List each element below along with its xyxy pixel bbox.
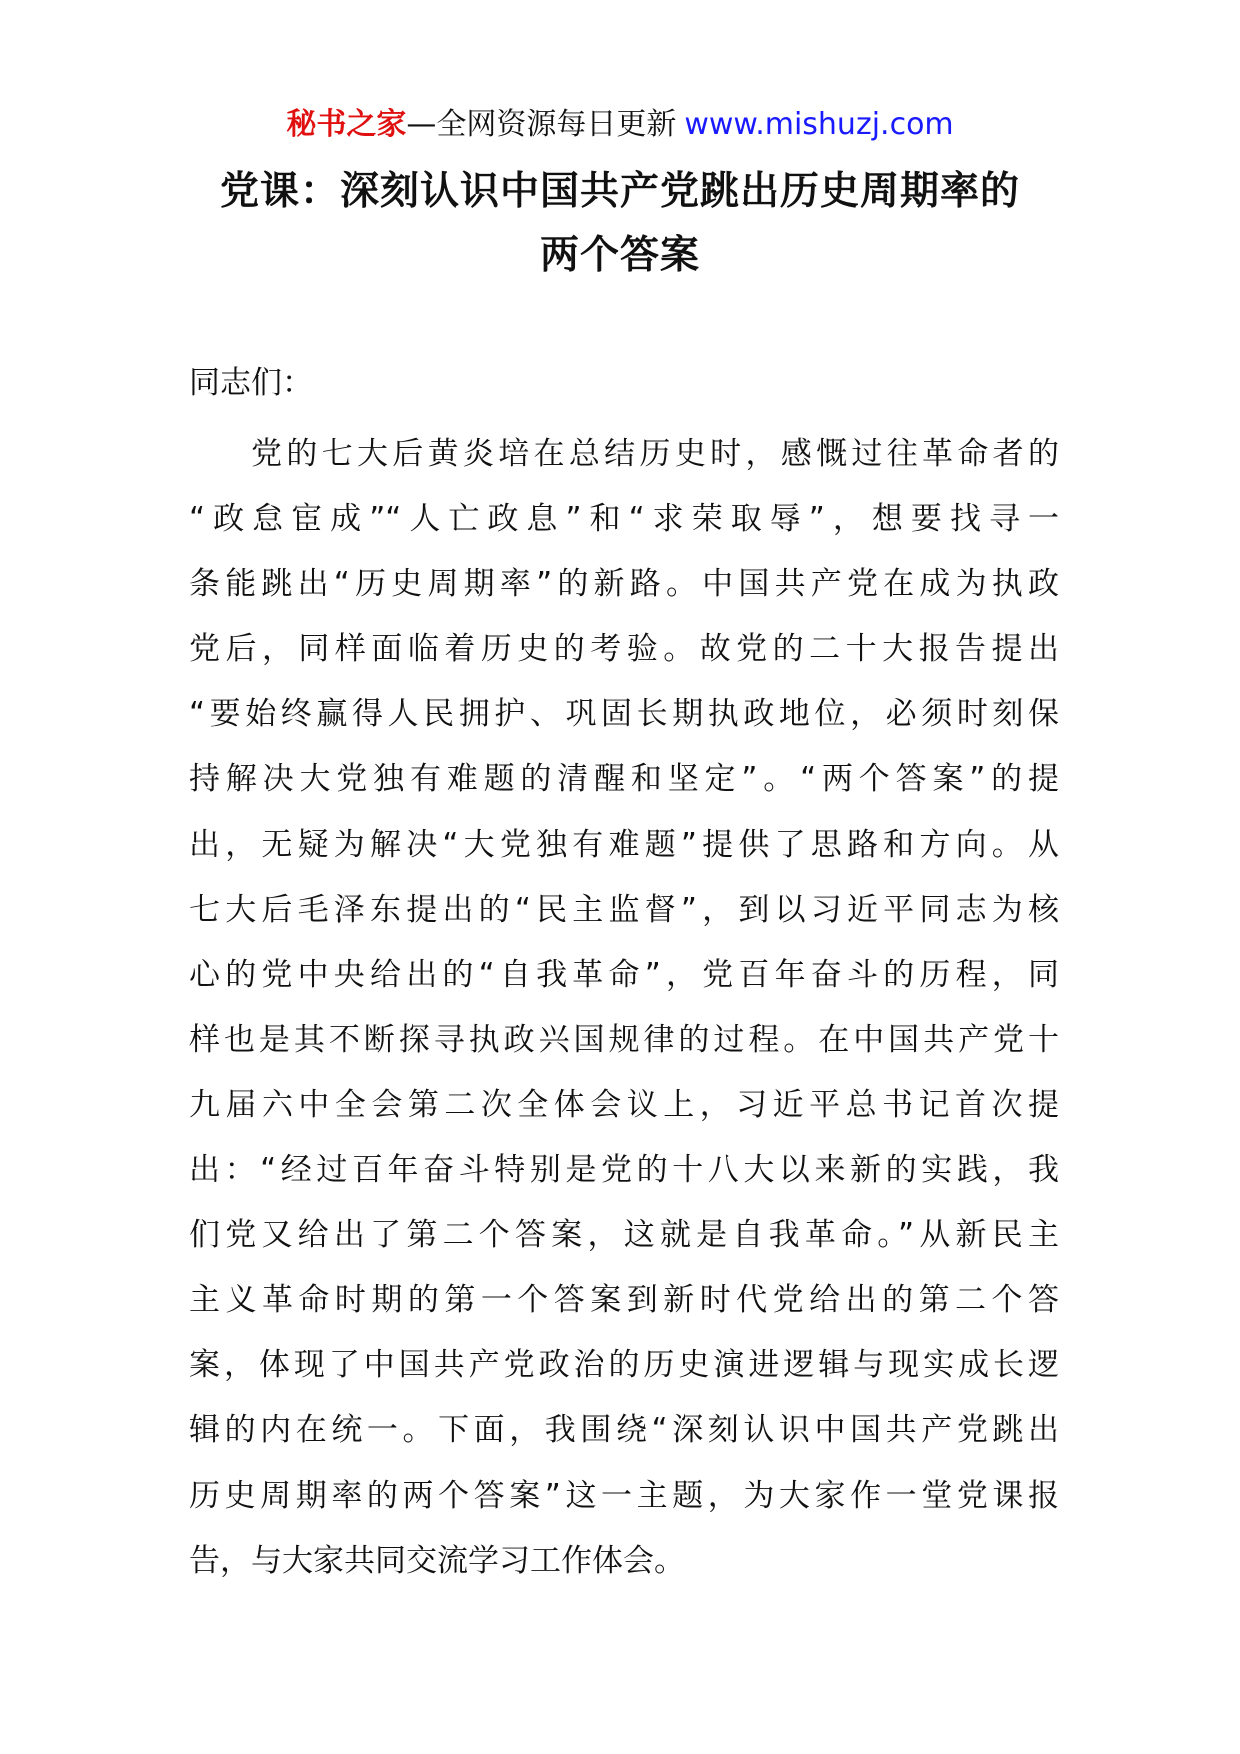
- brand-name: 秘书之家: [286, 107, 407, 142]
- paragraph-line: 样也是其不断探寻执政兴国规律的过程。在中国共产党十: [189, 1021, 1059, 1058]
- paragraph-line: 九届六中全会第二次全体会议上，习近平总书记首次提: [189, 1086, 1059, 1123]
- paragraph-line: 出：“经过百年奋斗特别是党的十八大以来新的实践，我: [189, 1152, 1059, 1189]
- paragraph-line: 党的七大后黄炎培在总结历史时，感慨过往革命者的: [251, 436, 1059, 472]
- paragraph-line: 出，无疑为解决“大党独有难题”提供了思路和方向。从: [189, 826, 1059, 863]
- paragraph-line: 告，与大家共同交流学习工作体会。: [189, 1542, 685, 1579]
- paragraph-line: 持解决大党独有难题的清醒和坚定”。“两个答案”的提: [189, 761, 1059, 798]
- paragraph-line: 主义革命时期的第一个答案到新时代党给出的第二个答: [189, 1282, 1059, 1319]
- paragraph-line: 们党又给出了第二个答案，这就是自我革命。”从新民主: [189, 1217, 1059, 1254]
- title-line-2: 两个答案: [539, 233, 700, 278]
- paragraph-line: 心的党中央给出的“自我革命”，党百年奋斗的历程，同: [189, 956, 1059, 993]
- salutation: 同志们：: [189, 365, 313, 401]
- paragraph-line: 辑的内在统一。下面，我围绕“深刻认识中国共产党跳出: [189, 1412, 1059, 1449]
- document-title: [160, 160, 1080, 288]
- title-line-1: 党课：深刻认识中国共产党跳出历史周期率的: [219, 169, 1020, 214]
- body-paragraph: [189, 422, 1059, 1594]
- paragraph-line: 条能跳出“历史周期率”的新路。中国共产党在成为执政: [189, 566, 1059, 603]
- header-tagline: —全网资源每日更新: [406, 107, 677, 142]
- site-header: [0, 100, 1240, 150]
- paragraph-line: “要始终赢得人民拥护、巩固长期执政地位，必须时刻保: [189, 696, 1059, 733]
- paragraph-line: 党后，同样面临着历史的考验。故党的二十大报告提出: [189, 631, 1059, 668]
- paragraph-line: 案，体现了中国共产党政治的历史演进逻辑与现实成长逻: [189, 1347, 1059, 1384]
- paragraph-line: 历史周期率的两个答案”这一主题，为大家作一堂党课报: [189, 1477, 1059, 1514]
- site-url-link[interactable]: www.mishuzj.com: [684, 107, 954, 142]
- paragraph-line: 七大后毛泽东提出的“民主监督”，到以习近平同志为核: [189, 891, 1059, 928]
- paragraph-line: “政怠宦成”“人亡政息”和“求荣取辱”，想要找寻一: [189, 501, 1059, 538]
